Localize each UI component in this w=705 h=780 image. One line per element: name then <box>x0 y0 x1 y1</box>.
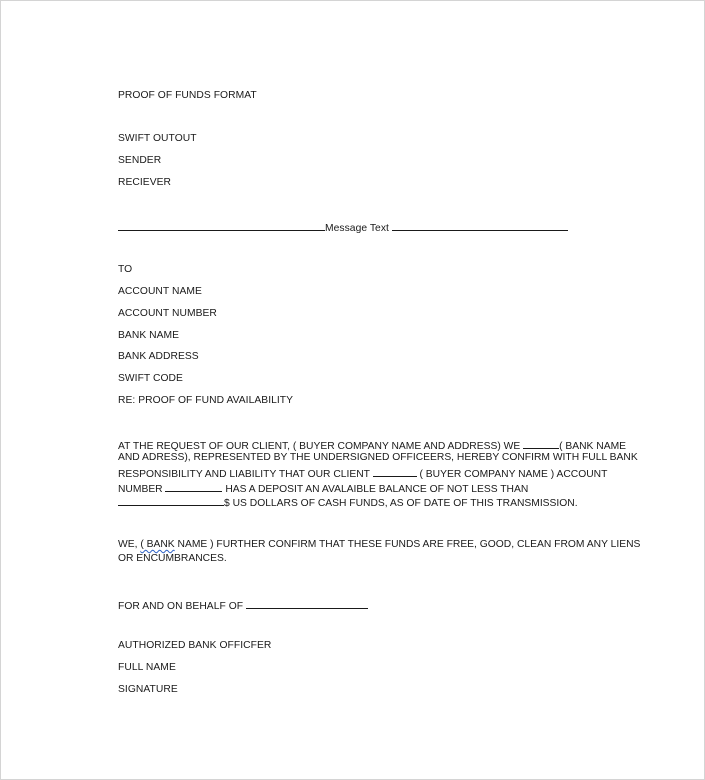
account-number-label: ACCOUNT NUMBER <box>118 308 217 319</box>
paragraph-line: AND ADRESS), REPRESENTED BY THE UNDERSIGNED OFFICEERS, HEREBY CONFIRM WITH FULL BANK <box>118 452 638 464</box>
message-text-label: Message Text <box>325 223 389 234</box>
to-label: TO <box>118 264 133 275</box>
blank-line <box>373 465 417 477</box>
spellcheck-flagged-text: ( BANK <box>140 539 175 550</box>
blank-line <box>246 597 368 609</box>
paragraph-line: RESPONSIBILITY AND LIABILITY THAT OUR CLIENT ( BUYER COMPANY NAME ) ACCOUNT <box>118 465 563 479</box>
blank-line <box>118 219 325 231</box>
swift-code-label: SWIFT CODE <box>118 373 183 384</box>
signature-label: SIGNATURE <box>118 684 178 695</box>
paragraph-line: $ US DOLLARS OF CASH FUNDS, AS OF DATE OF THIS TRANSMISSION. <box>118 494 563 508</box>
confirm-paragraph <box>118 538 641 566</box>
blank-line <box>523 437 559 449</box>
paragraph-line: OR ENCUMBRANCES. <box>118 553 227 565</box>
paragraph-line: AT THE REQUEST OF OUR CLIENT, ( BUYER COMPANY NAME AND ADDRESS) WE ( BANK NAME <box>118 437 563 451</box>
receiver-label: RECIEVER <box>118 177 172 188</box>
behalf-label: FOR AND ON BEHALF OF <box>118 601 247 612</box>
paragraph-line: WE, ( BANK NAME ) FURTHER CONFIRM THAT THESE FUNDS ARE FREE, GOOD, CLEAN FROM ANY LIENS <box>118 539 641 550</box>
blank-line <box>392 219 568 231</box>
document-title: PROOF OF FUNDS FORMAT <box>118 90 257 101</box>
re-subject-line: RE: PROOF OF FUND AVAILABILITY <box>118 395 294 406</box>
paragraph-line: NUMBER HAS A DEPOSIT AN AVALAIBLE BALANCE OF NOT LESS THAN <box>118 480 563 494</box>
swift-output-label: SWIFT OUTOUT <box>118 133 197 144</box>
bank-address-label: BANK ADDRESS <box>118 351 199 362</box>
bank-name-label: BANK NAME <box>118 330 180 341</box>
blank-line <box>118 494 224 506</box>
authorized-officer-label: AUTHORIZED BANK OFFICFER <box>118 640 272 651</box>
sender-label: SENDER <box>118 155 162 166</box>
account-name-label: ACCOUNT NAME <box>118 286 202 297</box>
message-text-row <box>118 219 568 235</box>
full-name-label: FULL NAME <box>118 662 176 673</box>
behalf-row <box>118 597 368 613</box>
blank-line <box>165 480 222 492</box>
body-paragraph <box>118 437 638 509</box>
